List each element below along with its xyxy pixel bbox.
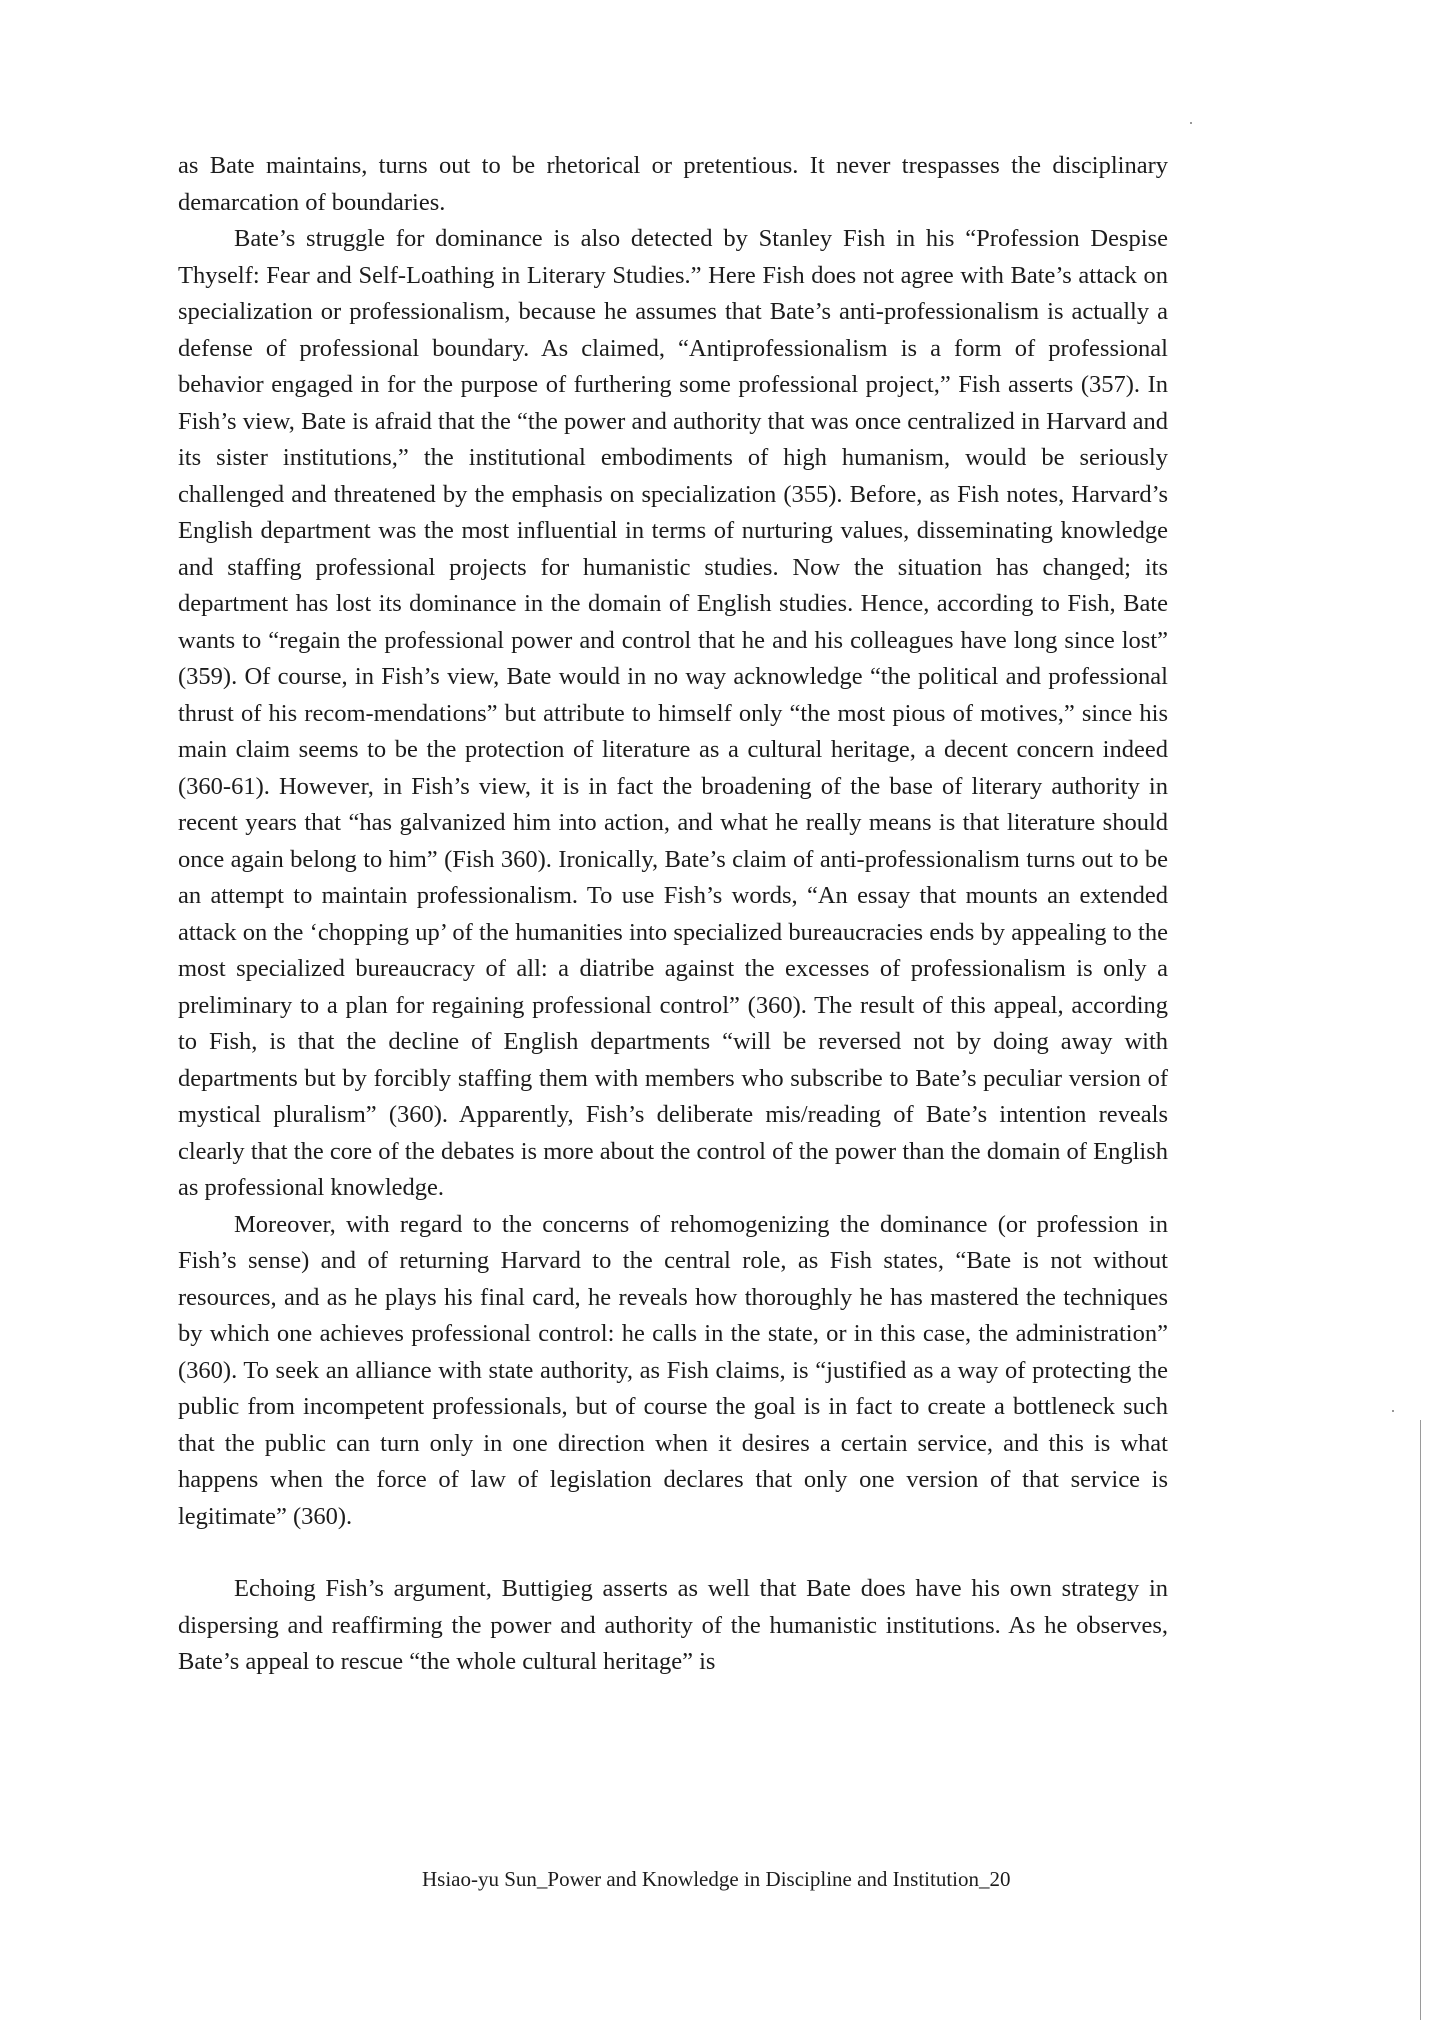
paragraph-state-authority: Moreover, with regard to the concerns of rehomogenizing the dominance (or profession in Fish’s sense) and of returning Harvard to the central role, as Fish states, “Bate is not without resources, and as he plays his final card, he reveals how thoroughly he has mastered the techniques by which one achieves professional control: he calls in the state, or in this case, the administration” (360). To seek an alliance with state authority, as Fish claims, is “justified as a way of protecting the public from incompetent professionals, but of course the goal is in fact to create a bottleneck such that the public can turn only in one direction when it desires a certain service, and this is what happens when the force of law of legislation declares that only one version of that service is legitimate” (360). xyxy=(178,1210,1168,1530)
scan-speck xyxy=(1190,122,1192,124)
page-footer: Hsiao-yu Sun_Power and Knowledge in Discipline and Institution_20 xyxy=(422,1867,1011,1891)
paragraph-fish-critique: Bate’s struggle for dominance is also detected by Stanley Fish in his “Profession Despise Thyself: Fear and Self-Loathing in Literary Studies.” Here Fish does not agree with Bate’s attack on specialization or professionalism, because he assumes that Bate’s anti-professionalism is actually a defense of professional boundary. As claimed, “Antiprofessionalism is a form of professional behavior engaged in for the purpose of furthering some professional project,” Fish asserts (357). In Fish’s view, Bate is afraid that the “the power and authority that was once centralized in Harvard and its sister institutions,” the institutional embodiments of high humanism, would be seriously challenged and threatened by the emphasis on specialization (355). Before, as Fish notes, Harvard’s English department was the most influential in terms of nurturing values, disseminating knowledge and staffing professional projects for humanistic studies. Now the situation has changed; its department has lost its dominance in the domain of English studies. Hence, according to Fish, Bate wants to “regain the professional power and control that he and his colleagues have long since lost” (359). Of course, in Fish’s view, Bate would in no way acknowledge “the political and professional thrust of his recom-mendations” but attribute to himself only “the most pious of motives,” since his main claim seems to be the protection of literature as a cultural heritage, a decent concern indeed (360-61). However, in Fish’s view, it is in fact the broadening of the base of literary authority in recent years that “has galvanized him into action, and what he really means is that literature should once again belong to him” (Fish 360). Ironically, Bate’s claim of anti-professionalism turns out to be an attempt to maintain professionalism. To use Fish’s words, “An essay that mounts an extended attack on the ‘chopping up’ of the humanities into specialized bureaucracies ends by appealing to the most specialized bureaucracy of all: a diatribe against the excesses of professionalism is only a preliminary to a plan for regaining professional control” (360). The result of this appeal, according to Fish, is that the decline of English departments “will be reversed not by doing away with departments but by forcibly staffing them with members who subscribe to Bate’s peculiar version of mystical pluralism” (360). Apparently, Fish’s deliberate mis/reading of Bate’s intention reveals clearly that the core of the debates is more about the control of the power than the domain of English as professional knowledge. xyxy=(178,225,1168,1201)
paragraph-buttigieg: Echoing Fish’s argument, Buttigieg asserts as well that Bate does have his own strategy in dispersing and reaffirming the power and authority of the humanistic institutions. As he observes, Bate’s appeal to rescue “the whole cultural heritage” is xyxy=(178,1575,1168,1675)
body-text xyxy=(178,148,1168,1681)
paragraph-continued: as Bate maintains, turns out to be rhetorical or pretentious. It never trespasses the disciplinary demarcation of boundaries. xyxy=(178,152,1168,216)
scan-speck xyxy=(1392,1410,1394,1412)
scan-edge-line xyxy=(1420,1420,1421,2020)
